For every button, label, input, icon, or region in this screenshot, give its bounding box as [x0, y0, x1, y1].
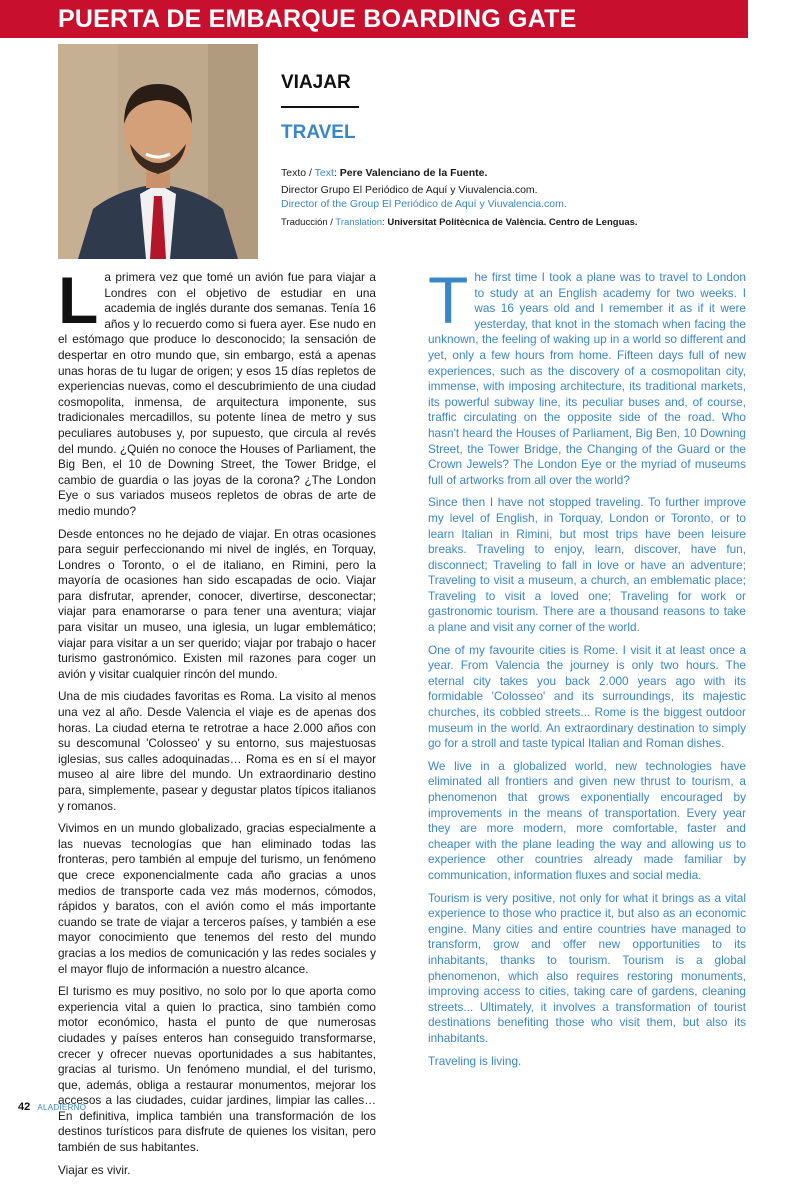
author-role-spanish: Director Grupo El Periódico de Aquí y Viuvalencia.com. — [281, 184, 538, 196]
author-credit: Texto / Text: Pere Valenciano de la Fuente. — [281, 167, 488, 179]
translation-credit: Traducción / Translation: Universitat Politècnica de València. Centro de Lenguas. — [281, 217, 638, 228]
paragraph: Desde entonces no he dejado de viajar. En otras ocasiones para seguir perfeccionando mi nivel de inglés, en Torquay, Londres o Toronto, o el de italiano, en Rimini, pero la mayoría de ocasiones han sido escapadas de ocio. Viajar para disfrutar, aprender, conocer, divertirse, desconectar; viajar para enamorarse o para tener una aventura; viajar para visitar un museo, una iglesia, un lugar emblemático; viajar para visitar a un ser querido; viajar por trabajo o hacer turismo gastronómico. Existen mil razones para coger un avión y visitar cualquier rincón del mundo. — [58, 526, 376, 681]
author-portrait-photo — [58, 44, 258, 259]
paragraph: Vivimos en un mundo globalizado, gracias especialmente a las nuevas tecnologías que han eliminado todas las fronteras, pero también al empuje del turismo, un fenómeno que crece exponencialmente cada año gracias a unos medios de transporte cada vez más modernos, cómodos, rápidos y baratos, con el avión como el más importante cuando se trate de viajar a terceros países, y también a ese mayor conocimiento que tenemos del resto del mundo gracias a los medios de comunicación y las redes sociales y el mayor flujo de información a nuestro alcance. — [58, 821, 376, 976]
translation-label-spanish: Traducción / — [281, 217, 333, 228]
article-title-english: TRAVEL — [281, 122, 356, 143]
paragraph: We live in a globalized world, new technologies have eliminated all frontiers and given new thrust to tourism, a phenomenon that grows exponentially encouraged by improvements in the means of transportation. Every year they are more modern, more comfortable, faster and cheaper with the plane leading the way and allowing us to experience other countries already made familiar by communication, information fluxes and social media. — [428, 758, 746, 882]
paragraph: One of my favourite cities is Rome. I visit it at least once a year. From Valencia the journey is only two hours. The eternal city takes you back 2.000 years ago with its formidable 'Colosseo' and its surroundings, its majestic churches, its cobbled streets... Rome is the biggest outdoor museum in the world. An extraordinary destination to simply go for a stroll and taste typical Italian and Roman dishes. — [428, 642, 746, 751]
page-number: 42 — [18, 1101, 31, 1113]
paragraph-text: he first time I took a plane was to travel to London to study at an English academy for two weeks. I was 16 years old and I remember it as if it were yesterday, that knot in the stomach when facing the unknown, the feeling of waking up in a world so different and yet, only a few hours from home. Fifteen days full of new experiences, such as the discovery of a cosmopolitan city, immense, with imposing architecture, its traditional markets, its powerful subway line, its peculiar buses and, of course, traffic circulating on the opposite side of the road. Who hasn't heard the Houses of Parliament, Big Ben, 10 Downing Street, the Tower Bridge, the Changing of the Guard or the Crown Jewels? The London Eye or the myriad of museums full of artworks from all over the world? — [428, 270, 746, 487]
paragraph: Una de mis ciudades favoritas es Roma. La visito al menos una vez al año. Desde Valencia el viaje es de apenas dos horas. La ciudad eterna te retrotrae a hace 2.000 años con su descomunal 'Colosseo' y su entorno, sus majestuosas iglesias, sus calles adoquinadas… Roma es en sí el mayor museo al aire libre del mundo. Un extraordinario destino para, simplemente, pasear y degustar platos típicos italianos y romanos. — [58, 689, 376, 813]
paragraph: Tourism is very positive, not only for what it brings as a vital experience to those who practice it, but also as an economic engine. Many cities and entire countries have managed to transform, grow and offer new opportunities to its inhabitants, thanks to tourism. Tourism is a global phenomenon, which also requires restoring monuments, improving access to cities, taking care of gardens, cleaning streets... Ultimately, it involves a transformation of tourist destinations benefiting those who visit them, but also its inhabitants. — [428, 890, 746, 1045]
drop-cap: T — [428, 263, 469, 337]
text-label-english: Text — [314, 167, 334, 179]
section-header-bar — [0, 0, 748, 38]
translation-label-english: Translation — [335, 217, 383, 228]
article-title-spanish: VIAJAR — [281, 72, 351, 93]
author-name: Pere Valenciano de la Fuente. — [339, 167, 488, 179]
paragraph: El turismo es muy positivo, no solo por lo que aporta como experiencia vital a quien lo practica, sino también como motor económico, hasta el punto de que numerosas ciudades y países enteros han conseguido transformarse, crecer y ofrecer nuevas oportunidades a sus habitantes, gracias al turismo. Un fenómeno mundial, el del turismo, que, además, obliga a restaurar monumentos, mejorar los accesos a las ciudades, cuidar jardines, limpiar las calles… En definitiva, implica también una transformación de los destinos turísticos para disfrute de quienes los visitan, pero también de sus habitantes. — [58, 984, 376, 1155]
translator-name: Universitat Politècnica de València. Centro de Lenguas. — [387, 217, 638, 228]
text-label-spanish: Texto / — [281, 167, 312, 179]
paragraph — [428, 263, 746, 488]
paragraph-text: a primera vez que tomé un avión fue para viajar a Londres con el objetivo de estudiar en una academia de inglés durante dos semanas. Tenía 16 años y lo recuerdo como si fuera ayer. Ese nudo en el estómago que produce lo desconocido; la sensación de despertar en otro mundo que, sin embargo, está a apenas unas horas de tu lugar de origen; y esos 15 días repletos de experiencias nuevas, como el descubrimiento de una ciudad cosmopolita, inmensa, de arquitectura imponente, sus tradicionales mercadillos, su potente línea de metro y sus peculiares autobuses y, por supuesto, que circula al revés del mundo. ¿Quién no conoce the Houses of Parliament, the Big Ben, el 10 de Downing Street, the Tower Bridge, el cambio de guardia o las joyas de la corona? ¿The London Eye o sus variados museos repletos de obras de arte de medio mundo? — [58, 270, 376, 518]
section-header-title: PUERTA DE EMBARQUE BOARDING GATE — [58, 5, 577, 33]
closing-line: Viajar es vivir. — [58, 1162, 131, 1177]
closing-line: Traveling is living. — [428, 1053, 522, 1068]
article-column-english — [428, 263, 746, 1076]
drop-cap: L — [58, 263, 99, 337]
paragraph — [58, 263, 376, 520]
author-role-english: Director of the Group El Periódico de Aquí y Viuvalencia.com. — [281, 198, 567, 210]
publication-name: ALADIERNO — [37, 1103, 87, 1112]
paragraph: Since then I have not stopped traveling. To further improve my level of English, in Torquay, London or Toronto, or to learn Italian in Rimini, but most trips have been leisure breaks. Traveling to enjoy, learn, discover, have fun, disconnect; Traveling to fall in love or have an adventure; Traveling to visit a museum, a church, an emblematic place; Traveling to visit a loved one; Traveling for work or gastronomic tourism. There are a thousand reasons to take a plane and visit any corner of the world. — [428, 495, 746, 635]
page-footer — [18, 1101, 86, 1113]
title-divider — [281, 106, 359, 108]
article-column-spanish — [58, 263, 376, 1185]
